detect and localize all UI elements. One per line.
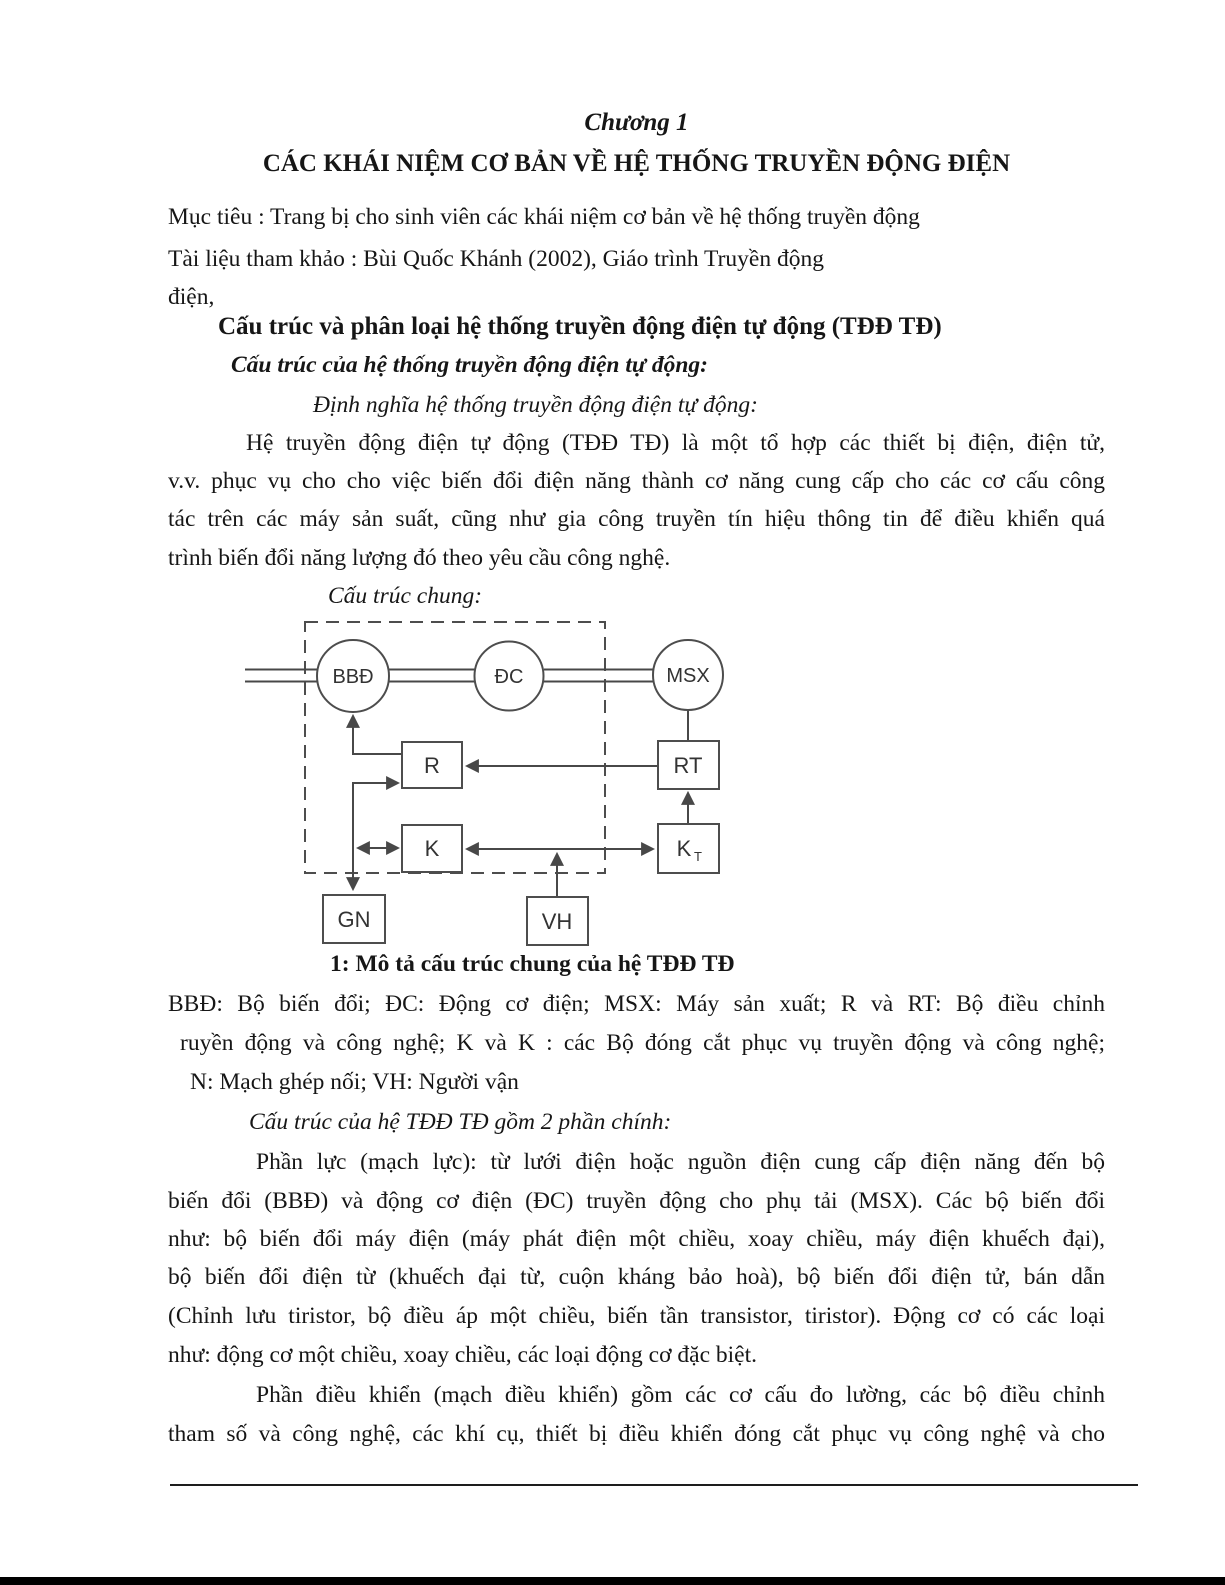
- label-vh: VH: [541, 909, 573, 934]
- paragraph-line: biến đổi (BBĐ) và động cơ điện (ĐC) truyền động cho phụ tải (MSX). Các bộ biến đổi: [168, 1188, 1105, 1214]
- definition-heading: Định nghĩa hệ thống truyền động điện tự động:: [313, 392, 758, 418]
- label-r: R: [424, 753, 440, 778]
- paragraph-line: Phần lực (mạch lực): từ lưới điện hoặc nguồn điện cung cấp điện năng đến bộ: [256, 1149, 1105, 1175]
- block-diagram: [0, 600, 1225, 960]
- section-heading-structure: Cấu trúc và phân loại hệ thống truyền động điện tự động (TĐĐ TĐ): [218, 313, 942, 340]
- label-bbd: BBĐ: [332, 666, 374, 688]
- figure-caption: 1: Mô tả cấu trúc chung của hệ TĐĐ TĐ: [330, 951, 735, 977]
- label-kt-subscript: T: [694, 849, 702, 864]
- paragraph-line: bộ biến đổi điện từ (khuếch đại từ, cuộn kháng bảo hoà), bộ biến đổi điện tử, bán dẫn: [168, 1264, 1105, 1290]
- paragraph-line: trình biến đổi năng lượng đó theo yêu cầu công nghệ.: [168, 545, 671, 571]
- footnote-separator: [170, 1484, 1138, 1486]
- subsection-heading-structure: Cấu trúc của hệ thống truyền động điện tự động:: [231, 352, 708, 378]
- chapter-heading: Chương 1: [584, 109, 689, 136]
- label-k: K: [424, 836, 440, 861]
- paragraph-line: tác trên các máy sản suất, cũng như gia công truyền tín hiệu thông tin để điều khiển quá: [168, 506, 1105, 532]
- arrow-r-to-bbd: [353, 716, 402, 754]
- paragraph-line: Hệ truyền động điện tự động (TĐĐ TĐ) là một tổ hợp các thiết bị điện, điện tử,: [246, 430, 1105, 456]
- reference-line: Tài liệu tham khảo : Bùi Quốc Khánh (2002), Giáo trình Truyền động: [168, 246, 824, 272]
- label-kt: K: [676, 836, 692, 861]
- objective-line: Mục tiêu : Trang bị cho sinh viên các khái niệm cơ bản về hệ thống truyền động: [168, 204, 920, 230]
- legend-line: BBĐ: Bộ biến đổi; ĐC: Động cơ điện; MSX: Máy sản xuất; R và RT: Bộ điều chỉnh: [168, 991, 1105, 1017]
- paragraph-line: tham số và công nghệ, các khí cụ, thiết bị điều khiển đóng cắt phục vụ công nghệ và cho: [168, 1421, 1105, 1447]
- paragraph-line: như: động cơ một chiều, xoay chiều, các loại động cơ đặc biệt.: [168, 1342, 758, 1368]
- scan-edge-bar: [0, 1577, 1225, 1585]
- figure-intro: Cấu trúc chung:: [328, 583, 483, 609]
- paragraph-line: Phần điều khiển (mạch điều khiển) gồm các cơ cấu đo lường, các bộ điều chỉnh: [256, 1382, 1105, 1408]
- reference-cont-line: điện,: [168, 284, 215, 310]
- legend-line: N: Mạch ghép nối; VH: Người vận: [190, 1069, 519, 1095]
- label-msx: MSX: [666, 665, 710, 687]
- label-dc: ĐC: [494, 666, 524, 688]
- subsection-heading-parts: Cấu trúc của hệ TĐĐ TĐ gồm 2 phần chính:: [249, 1109, 672, 1135]
- paragraph-line: v.v. phục vụ cho cho việc biến đổi điện năng thành cơ năng cung cấp cho các cơ cấu công: [168, 468, 1105, 494]
- label-gn: GN: [337, 907, 371, 932]
- paragraph-line: như: bộ biến đổi máy điện (máy phát điện một chiều, xoay chiều, máy điện khuếch đại),: [168, 1226, 1105, 1252]
- page-title: CÁC KHÁI NIỆM CƠ BẢN VỀ HỆ THỐNG TRUYỀN ĐỘNG ĐIỆN: [262, 150, 1011, 177]
- shaft-lines: [245, 670, 654, 682]
- legend-line: ruyền động và công nghệ; K và K : các Bộ đóng cắt phục vụ truyền động và công nghệ;: [180, 1030, 1105, 1056]
- label-rt: RT: [673, 753, 703, 778]
- paragraph-line: (Chỉnh lưu tiristor, bộ điều áp một chiều, biến tần transistor, tiristor). Động cơ có các loại: [168, 1303, 1105, 1329]
